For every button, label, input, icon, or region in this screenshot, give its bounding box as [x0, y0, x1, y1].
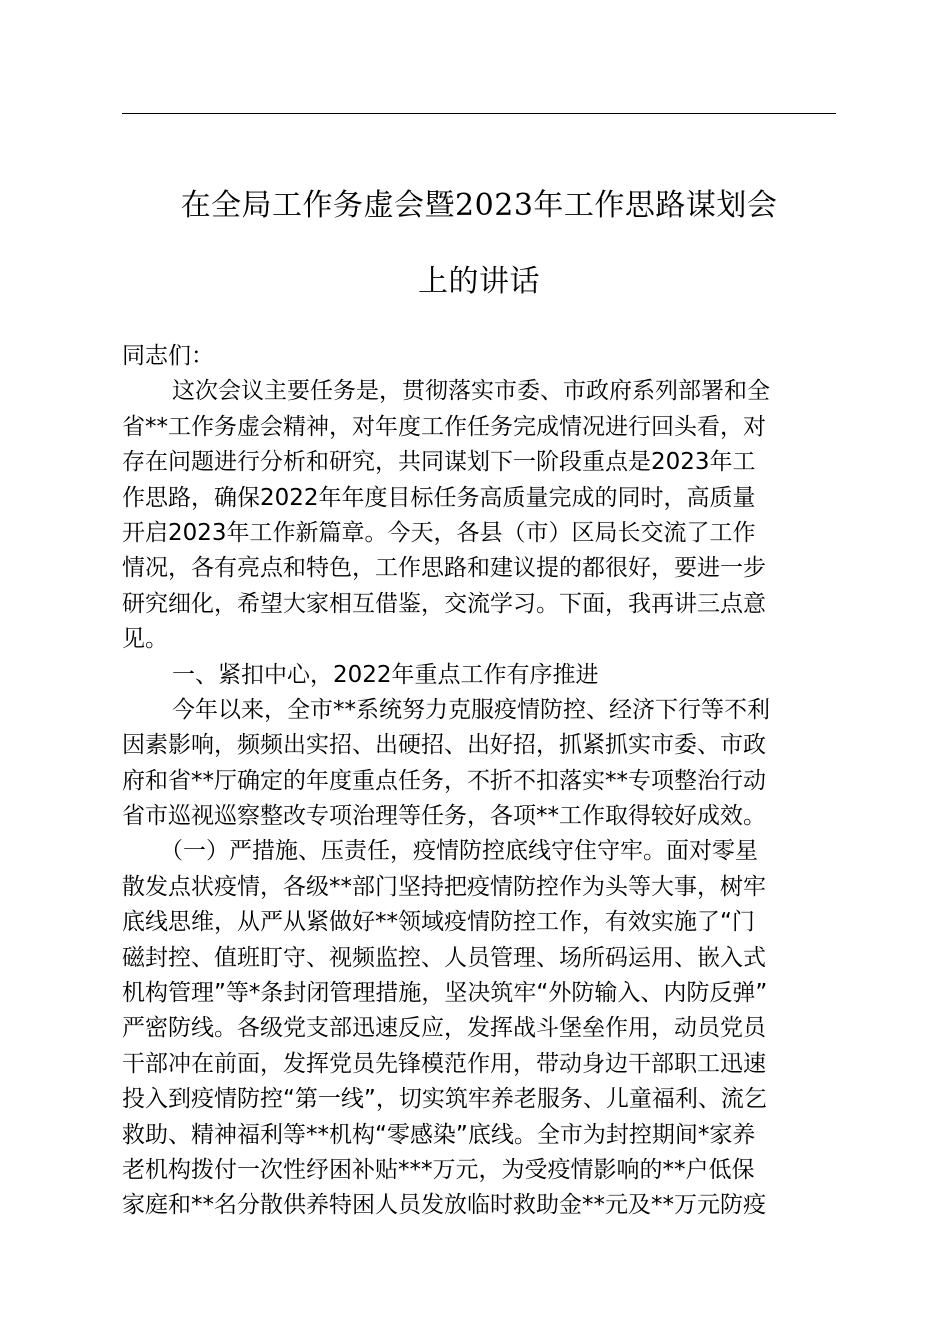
text-line: 干部冲在前面，发挥党员先锋模范作用，带动身边干部职工迅速	[122, 1050, 766, 1077]
text-line: 这次会议主要任务是，贯彻落实市委、市政府系列部署和全	[172, 378, 770, 405]
text-line: 机构管理”等*条封闭管理措施，坚决筑牢“外防输入、内防反弹”	[122, 980, 768, 1007]
text-line: 救助、精神福利等**机构“零感染”底线。全市为封控期间*家养	[122, 1121, 756, 1148]
text-line: 严密防线。各级党支部迅速反应，发挥战斗堡垒作用，动员党员	[122, 1015, 766, 1042]
header-rule	[122, 113, 836, 114]
text-line: 情况，各有亮点和特色，工作思路和建议提的都很好，要进一步	[122, 555, 766, 582]
paragraph-overview	[122, 693, 844, 835]
body-text	[122, 339, 844, 1224]
text-line: 因素影响，频频出实招、出硬招、出好招，抓紧抓实市委、市政	[122, 732, 766, 759]
text-line: 存在问题进行分析和研究，共同谋划下一阶段重点是2023年工	[122, 449, 756, 476]
text-line: 省市巡视巡察整改专项治理等任务，各项**工作取得较好成效。	[122, 803, 766, 830]
text-line: 投入到疫情防控“第一线”，切实筑牢养老服务、儿童福利、流乞	[122, 1086, 767, 1113]
text-line: （一）严措施、压责任，疫情防控底线守住守牢。面对零星	[160, 838, 758, 865]
heading-line: 一、紧扣中心，2022年重点工作有序推进	[172, 661, 599, 688]
text-line: 见。	[122, 626, 168, 653]
text-line: 家庭和**名分散供养特困人员发放临时救助金**元及**万元防疫	[122, 1192, 766, 1219]
text-line: 磁封控、值班盯守、视频监控、人员管理、场所码运用、嵌入式	[122, 944, 766, 971]
paragraph-epidemic	[122, 834, 844, 1223]
text-line: 府和省**厅确定的年度重点任务，不折不扣落实**专项整治行动	[122, 767, 766, 794]
text-line: 开启2023年工作新篇章。今天，各县（市）区局长交流了工作	[122, 519, 756, 546]
paragraph-intro	[122, 374, 844, 657]
text-line: 作思路，确保2022年年度目标任务高质量完成的同时，高质量	[122, 484, 756, 511]
title-line: 在全局工作务虚会暨2023年工作思路谋划会	[180, 188, 778, 223]
text-line: 老机构拨付一次性纾困补贴***万元，为受疫情影响的**户低保	[122, 1156, 755, 1183]
salutation: 同志们：	[122, 343, 214, 369]
section-heading	[122, 658, 844, 693]
text-line: 散发点状疫情，各级**部门坚持把疫情防控作为头等大事，树牢	[122, 873, 766, 900]
text-line: 今年以来，全市**系统努力克服疫情防控、经济下行等不利	[172, 696, 770, 723]
text-line: 研究细化，希望大家相互借鉴，交流学习。下面，我再讲三点意	[122, 590, 766, 617]
text-line: 底线思维，从严从紧做好**领域疫情防控工作，有效实施了“门	[122, 909, 755, 936]
text-line: 省**工作务虚会精神，对年度工作任务完成情况进行回头看，对	[122, 413, 766, 440]
title-line: 上的讲话	[418, 264, 540, 299]
page-title	[122, 168, 836, 320]
